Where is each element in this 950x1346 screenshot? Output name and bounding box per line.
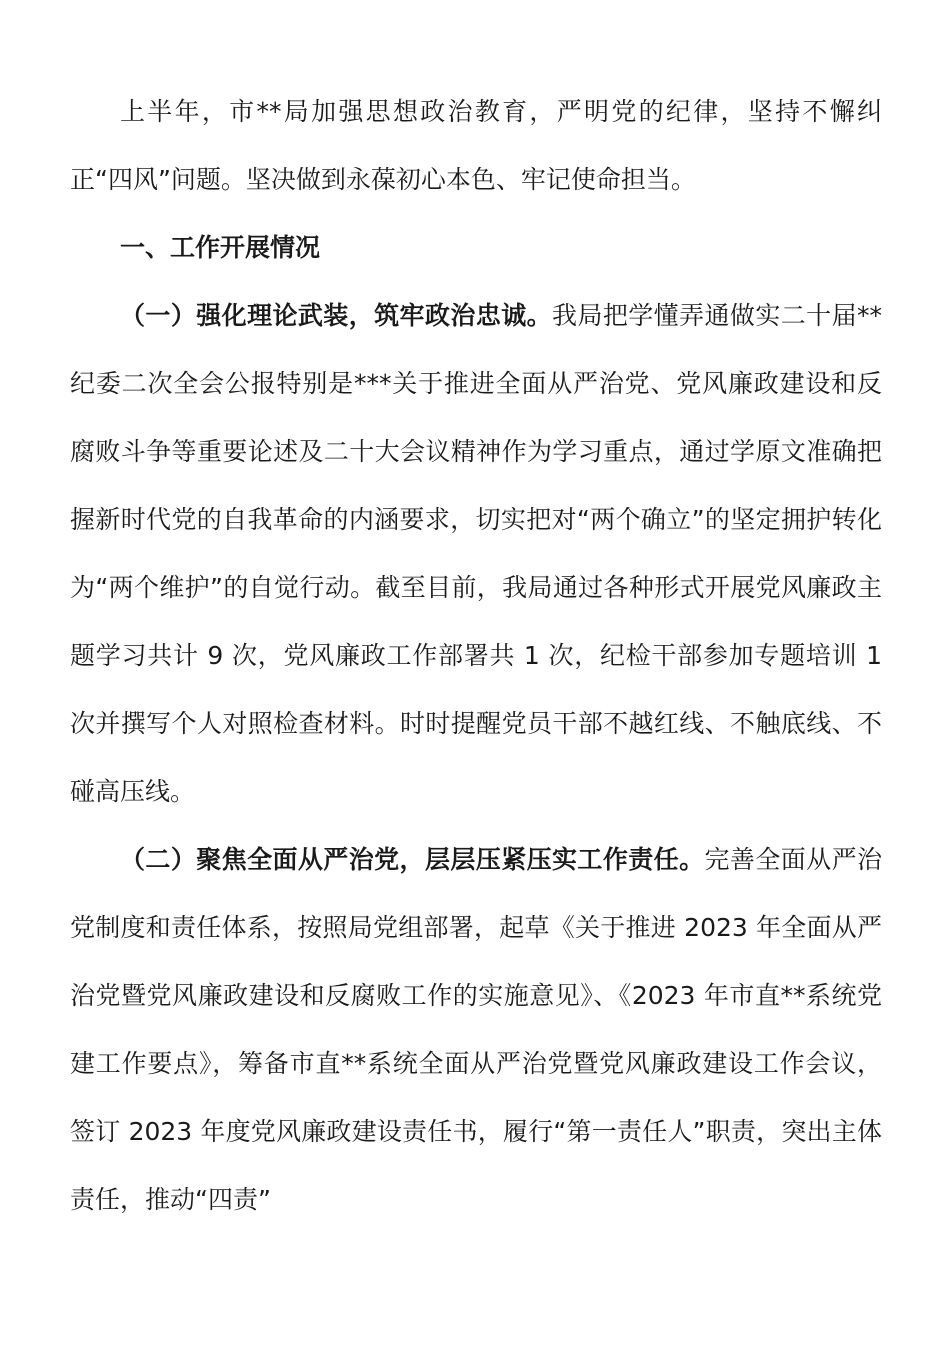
item-two-lead: （二）聚焦全面从严治党，层层压紧压实工作责任。 <box>120 845 705 874</box>
item-one-body: 我局把学懂弄通做实二十届**纪委二次全会公报特别是***关于推进全面从严治党、党风廉政建设和反腐败斗争等重要论述及二十大会议精神作为学习重点，通过学原文准确把握新时代党的自我革命的内涵要求，切实把对“两个确立”的坚定拥护转化为“两个维护”的自觉行动。截至目前，我局通过各种形式开展党风廉政主题学习共计 9 次，党风廉政工作部署共 1 次，纪检干部参加专题培训 1 次并撰写个人对照检查材料。时时提醒党员干部不越红线、不触底线、不碰高压线。 <box>70 301 882 806</box>
item-two-body: 完善全面从严治党制度和责任体系，按照局党组部署，起草《关于推进 2023 年全面从严治党暨党风廉政建设和反腐败工作的实施意见》、《2023 年市直**系统党建工作要点》，筹备市直**系统全面从严治党暨党风廉政建设工作会议，签订 2023 年度党风廉政建设责任书，履行“第一责任人”职责，突出主体责任，推动“四责” <box>70 845 882 1214</box>
document-body <box>70 78 882 1234</box>
item-one-lead: （一）强化理论武装，筑牢政治忠诚。 <box>120 301 553 330</box>
intro-paragraph: 上半年，市**局加强思想政治教育，严明党的纪律，坚持不懈纠正“四风”问题。坚决做到永葆初心本色、牢记使命担当。 <box>70 97 882 194</box>
section-heading: 一、工作开展情况 <box>120 233 321 262</box>
item-two-paragraph <box>70 826 882 1234</box>
item-one-paragraph <box>70 282 882 826</box>
